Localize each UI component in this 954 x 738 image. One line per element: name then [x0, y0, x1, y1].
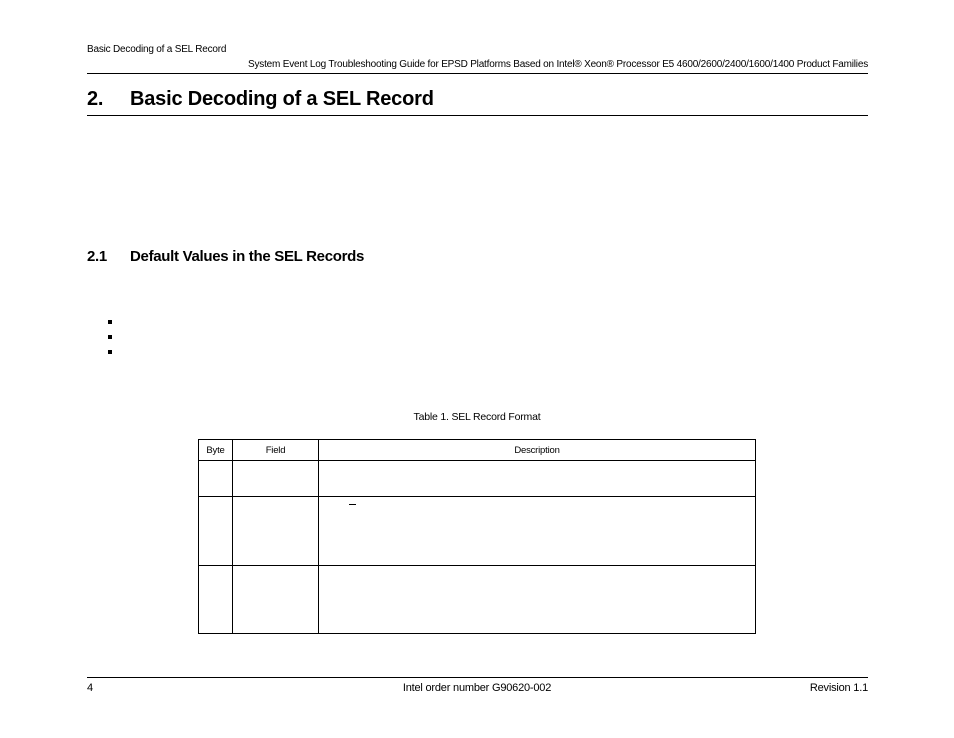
running-header-left: Basic Decoding of a SEL Record: [87, 44, 227, 55]
chapter-title: Basic Decoding of a SEL Record: [130, 88, 434, 110]
dash-mark: [349, 504, 356, 505]
column-header-byte: Byte: [199, 440, 233, 461]
chapter-number: 2.: [87, 88, 104, 110]
table-cell-description: [319, 497, 756, 566]
bullet-marker: [108, 350, 112, 354]
table-cell-description: [319, 461, 756, 497]
chapter-divider: [87, 115, 868, 116]
section-heading: [87, 248, 364, 265]
table-header-row: [199, 440, 756, 461]
section-number: 2.1: [87, 248, 107, 265]
table-row: [199, 566, 756, 634]
table-caption: Table 1. SEL Record Format: [413, 411, 541, 423]
header-divider: [87, 73, 868, 74]
table-cell-byte: [199, 497, 233, 566]
table-cell-byte: [199, 566, 233, 634]
column-header-description: Description: [319, 440, 756, 461]
table-cell-field: [233, 461, 319, 497]
table-row: [199, 461, 756, 497]
bullet-marker: [108, 320, 112, 324]
section-title: Default Values in the SEL Records: [130, 248, 365, 265]
revision-label: Revision 1.1: [809, 682, 868, 694]
chapter-heading: [87, 88, 434, 111]
bullet-marker: [108, 335, 112, 339]
table-row: [199, 497, 756, 566]
table-cell-description: [319, 566, 756, 634]
order-number: Intel order number G90620-002: [402, 682, 552, 694]
running-header-right: System Event Log Troubleshooting Guide for EPSD Platforms Based on Intel® Xeon® Processor E5 4600/2600/2400/1600/1400 Product Families: [248, 59, 868, 70]
table-cell-byte: [199, 461, 233, 497]
sel-record-table: [198, 439, 756, 634]
table-cell-field: [233, 566, 319, 634]
table-cell-field: [233, 497, 319, 566]
column-header-field: Field: [233, 440, 319, 461]
footer-divider: [87, 677, 868, 678]
page-number: 4: [87, 682, 94, 694]
